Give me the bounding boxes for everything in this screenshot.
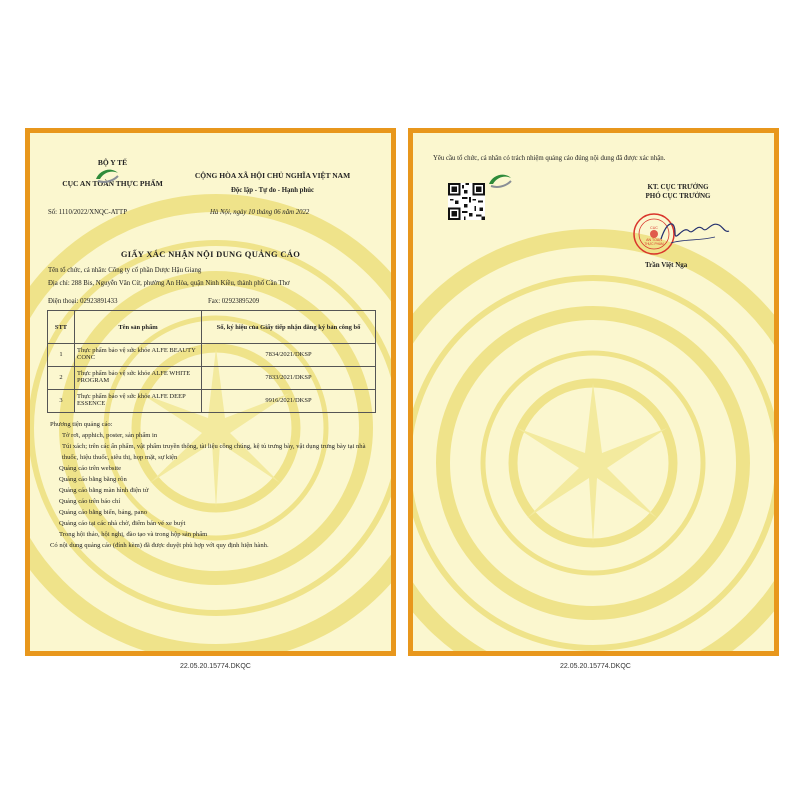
row-registration-code: 7834/2021/DKSP	[202, 344, 376, 367]
means-item: Trong hội thảo, hội nghị, đào tạo và trong hộp sản phẩm	[59, 531, 208, 538]
table-row	[48, 367, 376, 390]
means-item: Quảng cáo trên báo chí	[59, 498, 121, 505]
means-item: Tờ rơi, apphich, poster, sản phẩm in	[62, 432, 158, 439]
document-date: Hà Nội, ngày 10 tháng 06 năm 2022	[210, 209, 310, 216]
organization-phone: Điện thoại: 02923891433	[48, 298, 118, 305]
organization-fax: Fax: 02923895209	[208, 298, 260, 305]
header-registration-code: Số, ký hiệu của Giấy tiếp nhận đăng ký bản công bố	[202, 311, 376, 344]
row-registration-code: 7833/2021/DKSP	[202, 367, 376, 390]
header-right	[175, 171, 370, 194]
product-table	[47, 310, 376, 413]
table-row	[48, 390, 376, 413]
document-title: GIẤY XÁC NHẬN NỘI DUNG QUẢNG CÁO	[120, 249, 301, 259]
header-product-name: Tên sản phẩm	[75, 311, 202, 344]
means-item: Quảng cáo bằng màn hình điện tử	[59, 487, 149, 494]
svg-text:THỰC PHẨM: THỰC PHẨM	[644, 242, 664, 246]
nation-name: CỘNG HÒA XÃ HỘI CHỦ NGHĨA VIỆT NAM	[194, 171, 351, 180]
document-page-left	[25, 128, 396, 656]
row-stt: 3	[48, 390, 75, 413]
document-number: Số: 1110/2022/XNQC-ATTP	[48, 209, 127, 216]
means-item: Quảng cáo bằng băng rôn	[59, 476, 127, 483]
signatory-position	[628, 183, 728, 201]
qr-code-icon	[448, 183, 485, 220]
means-title: Phương tiện quảng cáo:	[50, 421, 113, 428]
row-registration-code: 9916/2021/DKSP	[202, 390, 376, 413]
signature	[653, 213, 733, 253]
svg-text:AN TOÀN: AN TOÀN	[646, 238, 662, 242]
table-header-row	[48, 311, 376, 344]
header-stt: STT	[48, 311, 75, 344]
closing-statement: Có nội dung quảng cáo (đính kèm) đã được duyệt phù hợp với quy định hiện hành.	[50, 542, 269, 549]
row-stt: 2	[48, 367, 75, 390]
means-item: Quảng cáo tại các nhà chờ, điểm bán vé xe buýt	[59, 520, 186, 527]
footer-code-right: 22.05.20.15774.DKQC	[560, 663, 631, 670]
organization-address: Địa chỉ: 288 Bis, Nguyễn Văn Cừ, phường An Hòa, quận Ninh Kiều, thành phố Cần Thơ	[48, 280, 290, 287]
document-page-right	[408, 128, 779, 656]
responsibility-notice: Yêu cầu tổ chức, cá nhân có trách nhiệm quảng cáo đúng nội dung đã được xác nhận.	[433, 155, 666, 162]
signer-name: Trần Việt Nga	[645, 261, 688, 269]
ministry-name: BỘ Y TẾ	[97, 158, 128, 167]
row-stt: 1	[48, 344, 75, 367]
svg-text:CỤC: CỤC	[650, 226, 658, 230]
organization-name: Tên tổ chức, cá nhân: Công ty cổ phần Dược Hậu Giang	[48, 267, 202, 274]
position-line-2: PHÓ CỤC TRƯỞNG	[645, 191, 711, 200]
advertising-means	[50, 419, 372, 551]
means-item: Quảng cáo bằng biển, bảng, pano	[59, 509, 148, 516]
row-product-name: Thực phẩm bảo vệ sức khỏe ALFE BEAUTY CONC	[75, 344, 202, 367]
ministry-logo-icon	[94, 163, 120, 185]
table-row	[48, 344, 376, 367]
position-line-1: KT. CỤC TRƯỞNG	[647, 183, 709, 191]
department-name: CỤC AN TOÀN THỰC PHẨM	[62, 179, 163, 188]
footer-code-left: 22.05.20.15774.DKQC	[180, 663, 251, 670]
row-product-name: Thực phẩm bảo vệ sức khỏe ALFE DEEP ESSENCE	[75, 390, 202, 413]
row-product-name: Thực phẩm bảo vệ sức khỏe ALFE WHITE PROGRAM	[75, 367, 202, 390]
means-item: Quảng cáo trên website	[59, 465, 122, 472]
nation-motto: Độc lập - Tự do - Hạnh phúc	[230, 187, 315, 194]
ministry-logo-icon	[487, 168, 513, 190]
means-item: Túi xách; trên các ấn phẩm, vật phẩm truyền thông, tài liệu công chúng, kệ tủ trưng bày, vật dụng trưng bày tại nhà thuốc, hiệu thuốc, siêu thị, họp mặt, sự kiện	[62, 443, 366, 461]
